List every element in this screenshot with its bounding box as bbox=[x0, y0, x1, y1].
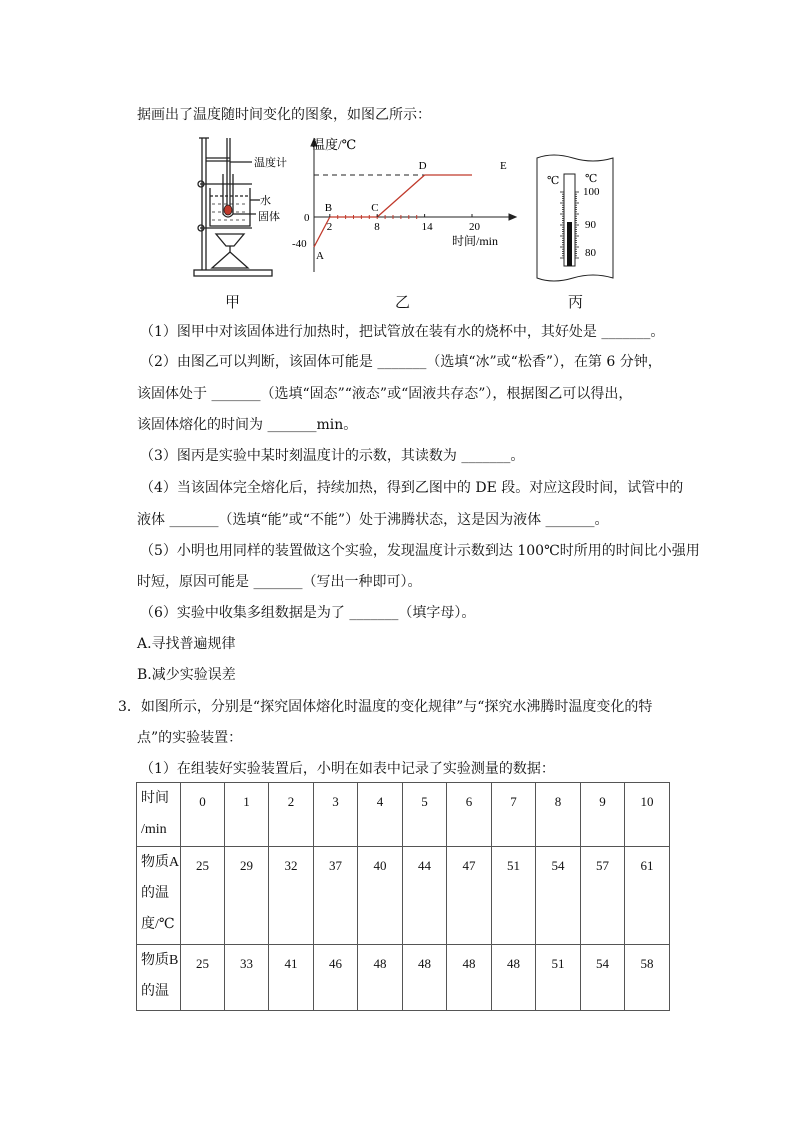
table-row-time bbox=[137, 783, 670, 847]
label-water: 水 bbox=[260, 195, 271, 207]
scale-90: 90 bbox=[585, 219, 596, 231]
b-cell: 54 bbox=[581, 945, 625, 1011]
table-row-substance-b bbox=[137, 945, 670, 1011]
a-cell: 57 bbox=[581, 847, 625, 945]
label-thermometer: 温度计 bbox=[254, 157, 287, 169]
q2-item1: （1）图甲中对该固体进行加热时，把试管放在装有水的烧杯中，其好处是 _______。 bbox=[140, 324, 665, 340]
mercury-column bbox=[567, 222, 572, 266]
a-cell: 47 bbox=[447, 847, 492, 945]
q2-item4-line1: （4）当该固体完全熔化后，持续加热，得到乙图中的 DE 段。对应这段时间，试管中的 bbox=[140, 480, 684, 496]
scale-80: 80 bbox=[585, 247, 596, 259]
x-tick-label-20: 20 bbox=[469, 221, 480, 233]
row-label-b: 物质B 的温 bbox=[137, 945, 181, 1011]
temperature-time-chart bbox=[282, 132, 522, 282]
option-a: A.寻找普遍规律 bbox=[137, 636, 236, 652]
row-label-a: 物质A 的温 度/℃ bbox=[137, 847, 181, 945]
b-cell: 25 bbox=[181, 945, 225, 1011]
point-label-C: C bbox=[371, 202, 379, 214]
row-label-time: 时间 /min bbox=[137, 783, 181, 847]
b-cell: 33 bbox=[225, 945, 269, 1011]
caption-bing: 丙 bbox=[568, 293, 584, 311]
table-row-substance-a bbox=[137, 847, 670, 945]
x-tick-label-14: 14 bbox=[421, 221, 433, 233]
time-cell: 7 bbox=[492, 783, 536, 847]
series-segment-CD bbox=[377, 175, 424, 217]
a-cell: 61 bbox=[625, 847, 670, 945]
time-cell: 8 bbox=[536, 783, 581, 847]
a-cell: 25 bbox=[181, 847, 225, 945]
label-solid: 固体 bbox=[258, 211, 280, 223]
q2-item6: （6）实验中收集多组数据是为了 _______（填字母）。 bbox=[140, 605, 476, 621]
a-cell: 32 bbox=[269, 847, 314, 945]
a-cell: 37 bbox=[314, 847, 358, 945]
y-tick-label-0: 0 bbox=[304, 212, 310, 224]
q2-item4-line2: 液体 _______（选填“能”或“不能”）处于沸腾状态，这是因为液体 _______。 bbox=[137, 512, 609, 528]
time-cell: 4 bbox=[358, 783, 403, 847]
b-cell: 51 bbox=[536, 945, 581, 1011]
a-cell: 51 bbox=[492, 847, 536, 945]
a-cell: 54 bbox=[536, 847, 581, 945]
q2-item3: （3）图丙是实验中某时刻温度计的示数，其读数为 _______。 bbox=[140, 448, 525, 464]
a-cell: 44 bbox=[403, 847, 447, 945]
b-cell: 48 bbox=[403, 945, 447, 1011]
b-cell: 41 bbox=[269, 945, 314, 1011]
q3-line3: （1）在组装好实验装置后，小明在如表中记录了实验测量的数据： bbox=[140, 761, 555, 777]
time-cell: 5 bbox=[403, 783, 447, 847]
intro-text: 据画出了温度随时间变化的图象，如图乙所示： bbox=[137, 107, 431, 123]
point-label-B: B bbox=[324, 202, 333, 214]
q3-line1: 3．如图所示，分别是“探究固体熔化时温度的变化规律”与“探究水沸腾时温度变化的特 bbox=[118, 699, 653, 715]
thermometer-figure bbox=[533, 152, 617, 284]
scale-100: 100 bbox=[583, 186, 600, 198]
q2-item5-line1: （5）小明也用同样的装置做这个实验，发现温度计示数到达 100℃时所用的时间比小强用 bbox=[140, 543, 700, 559]
caption-yi: 乙 bbox=[395, 293, 411, 311]
x-tick-label-8: 8 bbox=[374, 221, 380, 233]
time-cell: 6 bbox=[447, 783, 492, 847]
q2-item2-line1: （2）由图乙可以判断，该固体可能是 _______（选填“冰”或“松香”），在第 6 分钟， bbox=[140, 354, 662, 370]
b-cell: 46 bbox=[314, 945, 358, 1011]
b-cell: 48 bbox=[447, 945, 492, 1011]
time-cell: 1 bbox=[225, 783, 269, 847]
time-cell: 9 bbox=[581, 783, 625, 847]
solid-sample bbox=[224, 205, 232, 215]
data-table bbox=[136, 782, 670, 1011]
time-cell: 2 bbox=[269, 783, 314, 847]
time-cell: 0 bbox=[181, 783, 225, 847]
time-cell: 3 bbox=[314, 783, 358, 847]
option-b: B.减少实验误差 bbox=[137, 667, 236, 683]
b-cell: 48 bbox=[358, 945, 403, 1011]
b-cell: 58 bbox=[625, 945, 670, 1011]
time-cell: 10 bbox=[625, 783, 670, 847]
q2-item5-line2: 时短，原因可能是 _______（写出一种即可）。 bbox=[137, 574, 422, 590]
x-axis-label: 时间/min bbox=[452, 234, 499, 248]
point-label-E: E bbox=[500, 160, 507, 172]
a-cell: 40 bbox=[358, 847, 403, 945]
point-label-A: A bbox=[316, 250, 324, 262]
y-tick-label--40: -40 bbox=[292, 238, 307, 250]
b-cell: 48 bbox=[492, 945, 536, 1011]
q2-item2-line3: 该固体熔化的时间为 _______min。 bbox=[137, 417, 358, 433]
unit-right: ℃ bbox=[585, 173, 598, 185]
q2-item2-line2: 该固体处于 _______（选填“固态”“液态”或“固液共存态”），根据图乙可以得出， bbox=[137, 386, 633, 402]
q3-line2: 点”的实验装置： bbox=[137, 730, 243, 746]
a-cell: 29 bbox=[225, 847, 269, 945]
point-label-D: D bbox=[418, 160, 427, 172]
unit-left: ℃ bbox=[547, 175, 560, 187]
caption-jia: 甲 bbox=[225, 293, 241, 311]
x-tick-label-2: 2 bbox=[326, 221, 333, 233]
y-axis-label: 温度/℃ bbox=[312, 137, 357, 152]
